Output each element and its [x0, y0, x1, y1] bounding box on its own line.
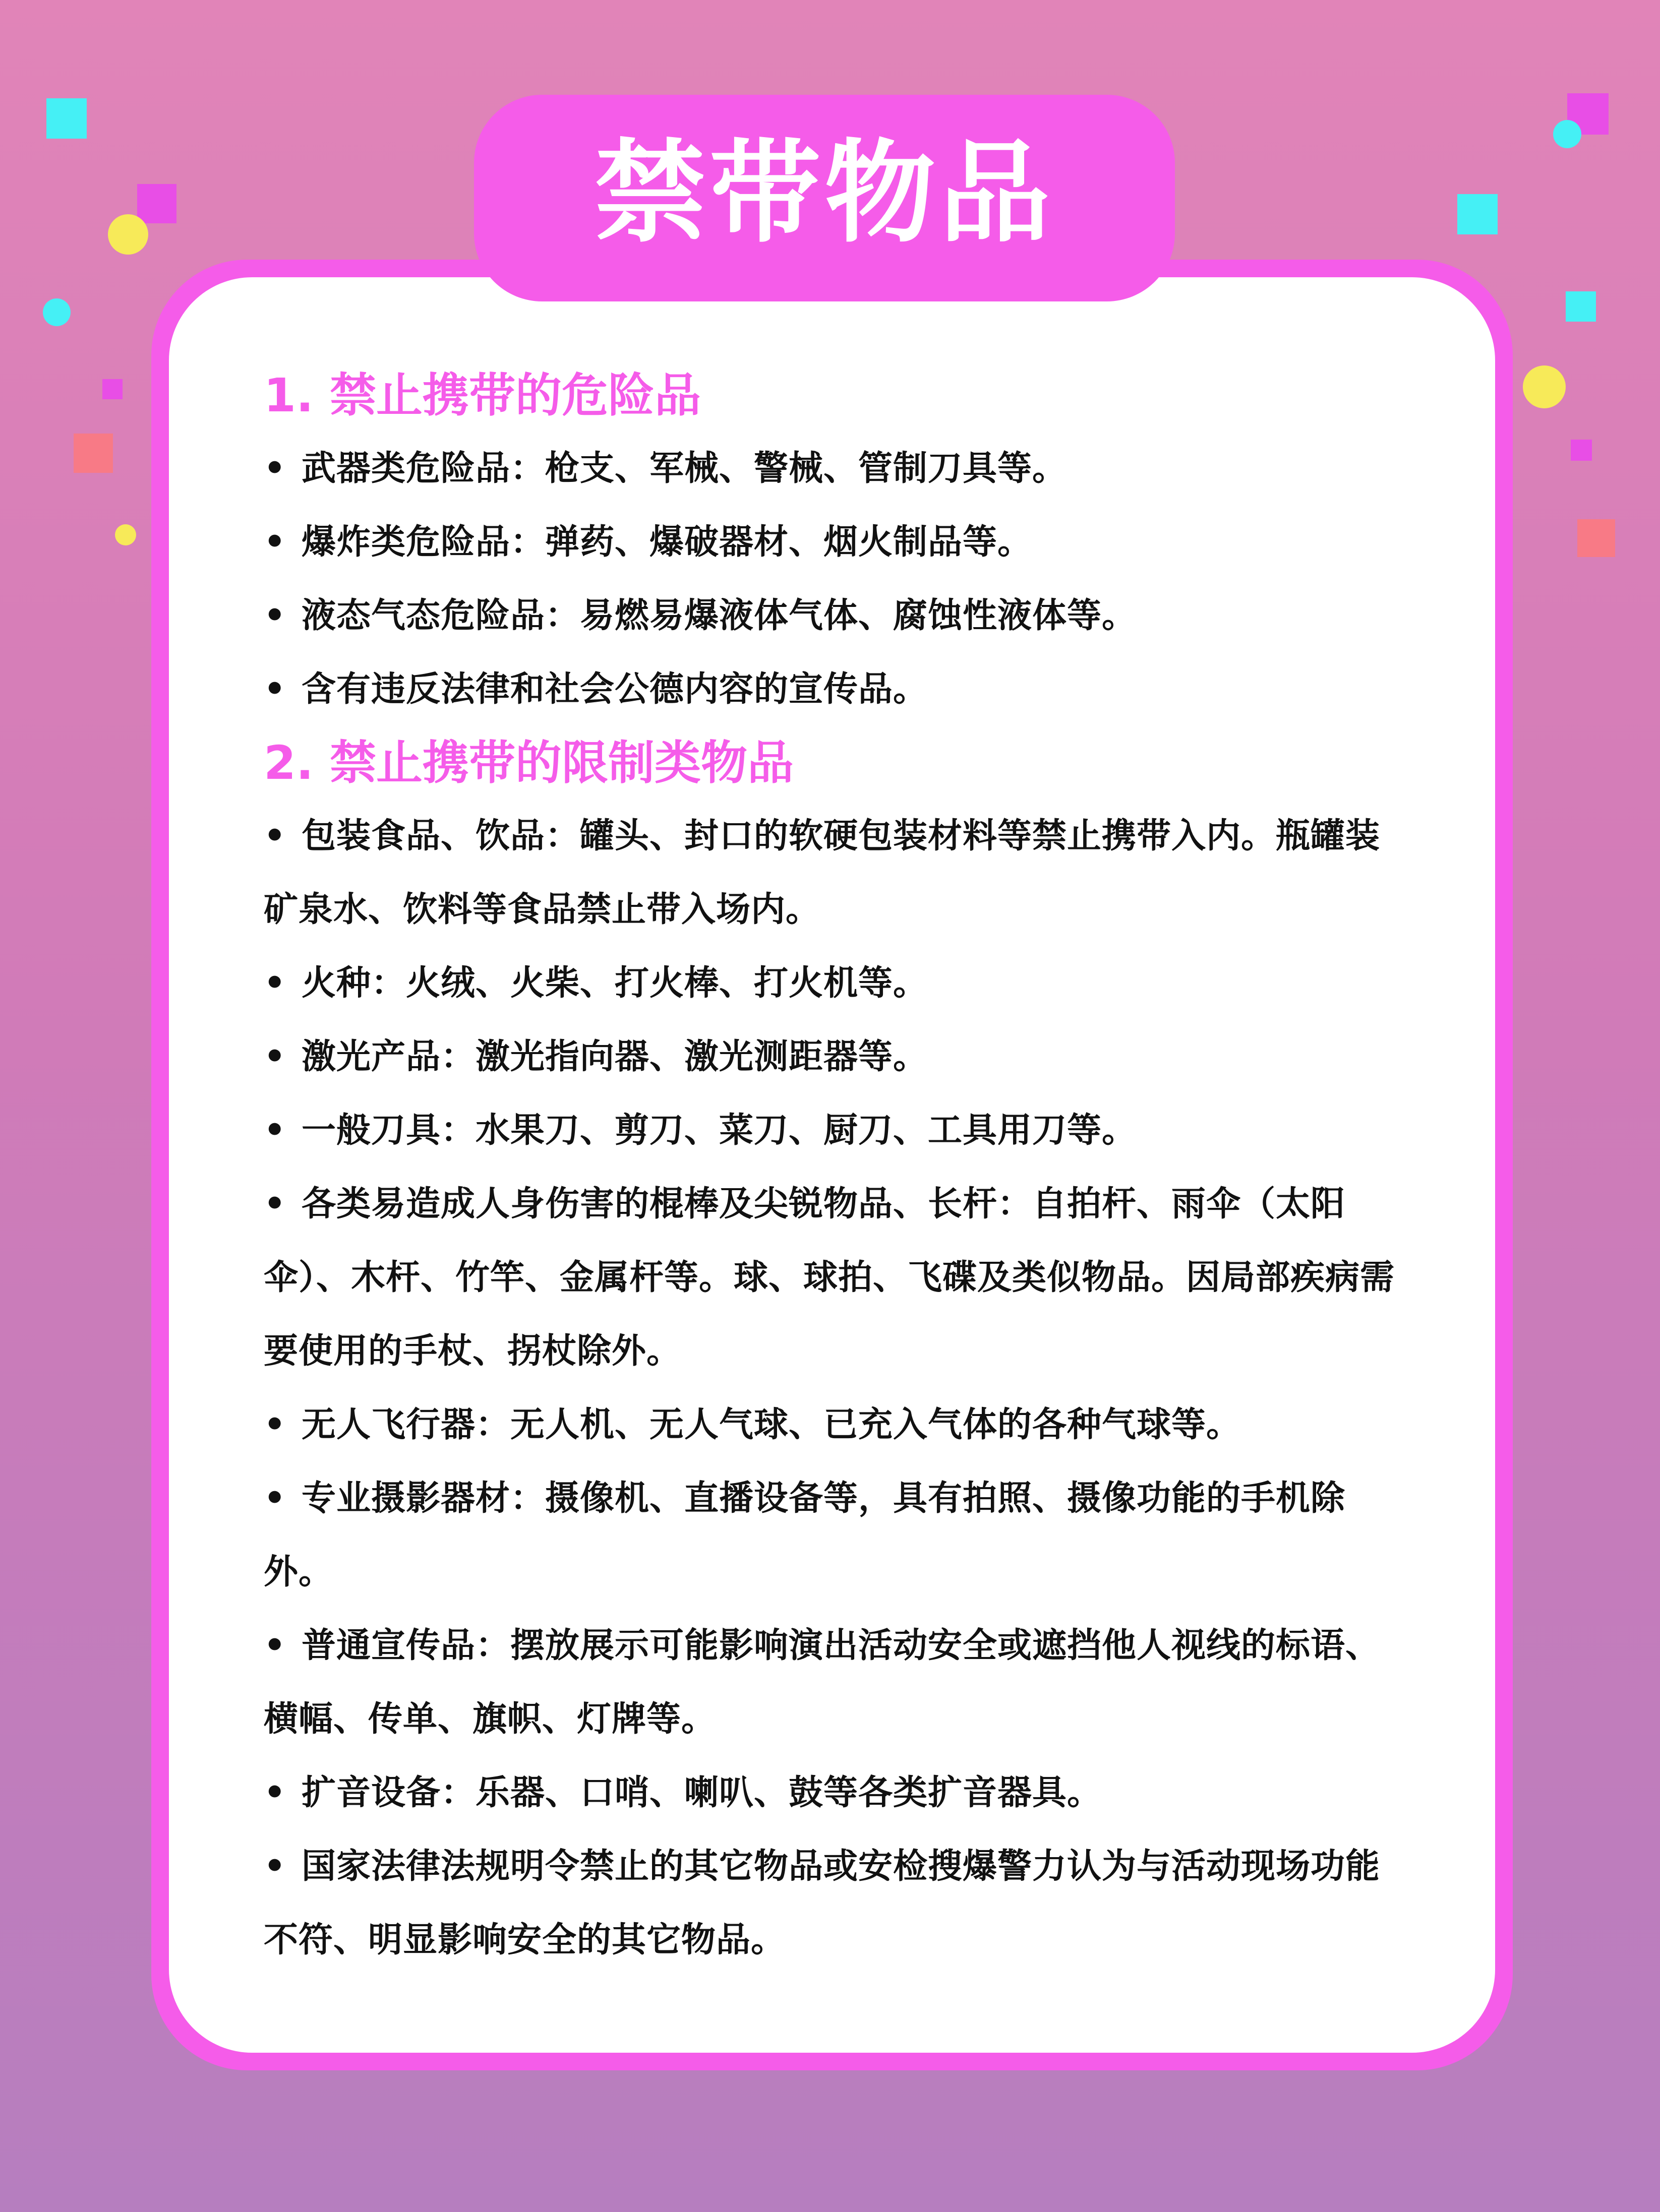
list-item — [264, 653, 1403, 726]
confetti-dot — [1553, 120, 1581, 148]
bullet-icon: • — [264, 1037, 286, 1077]
bullet-icon: • — [264, 1626, 286, 1666]
list-item — [264, 1756, 1403, 1830]
page-title: 禁带物品 — [594, 129, 1054, 258]
confetti-square — [1457, 194, 1498, 234]
bullet-icon: • — [264, 596, 286, 636]
section-heading-restricted: 2. 禁止携带的限制类物品 — [264, 736, 794, 790]
list-item — [264, 1094, 1403, 1168]
list-item — [264, 1609, 1403, 1756]
list-item-text: 武器类危险品：枪支、军械、警械、管制刀具等。 — [302, 449, 1068, 488]
list-item-text: 含有违反法律和社会公德内容的宣传品。 — [302, 669, 928, 709]
list-item — [264, 800, 1403, 947]
list-item-text: 激光产品：激光指向器、激光测距器等。 — [302, 1037, 928, 1077]
bullet-icon: • — [264, 1184, 286, 1224]
list-item-text: 各类易造成人身伤害的棍棒及尖锐物品、长杆：自拍杆、雨伞（太阳伞）、木杆、竹竿、金属杆等。球、球拍、飞碟及类似物品。因局部疾病需要使用的手杖、拐杖除外。 — [264, 1184, 1395, 1371]
bullet-icon: • — [264, 522, 286, 562]
confetti-square — [102, 379, 123, 399]
list-item-text: 扩音设备：乐器、口哨、喇叭、鼓等各类扩音器具。 — [302, 1773, 1102, 1813]
bullet-icon: • — [264, 963, 286, 1003]
list-item — [264, 1020, 1403, 1094]
confetti-dot — [115, 524, 136, 545]
list-item — [264, 432, 1403, 506]
list-item-text: 包装食品、饮品：罐头、封口的软硬包装材料等禁止携带入内。瓶罐装矿泉水、饮料等食品禁止带入场内。 — [264, 816, 1381, 930]
list-item-text: 无人飞行器：无人机、无人气球、已充入气体的各种气球等。 — [302, 1405, 1241, 1445]
confetti-square — [137, 184, 176, 223]
list-item — [264, 1168, 1403, 1388]
content-area — [264, 359, 1403, 1977]
confetti-square — [1566, 291, 1596, 322]
bullet-icon: • — [264, 1773, 286, 1813]
confetti-square — [1571, 440, 1592, 461]
list-item-text: 火种：火绒、火柴、打火棒、打火机等。 — [302, 963, 928, 1003]
list-item — [264, 1830, 1403, 1977]
list-item — [264, 947, 1403, 1020]
bullet-icon: • — [264, 449, 286, 488]
list-item-text: 一般刀具：水果刀、剪刀、菜刀、厨刀、工具用刀等。 — [302, 1111, 1137, 1150]
confetti-square — [46, 98, 87, 139]
bullet-icon: • — [264, 816, 286, 856]
list-item-text: 普通宣传品：摆放展示可能影响演出活动安全或遮挡他人视线的标语、横幅、传单、旗帜、灯牌等。 — [264, 1626, 1381, 1739]
list-item — [264, 579, 1403, 653]
list-item-text: 国家法律法规明令禁止的其它物品或安检搜爆警力认为与活动现场功能不符、明显影响安全的其它物品。 — [264, 1847, 1381, 1960]
confetti-dot — [108, 214, 148, 255]
list-item-text: 爆炸类危险品：弹药、爆破器材、烟火制品等。 — [302, 522, 1033, 562]
confetti-dot — [43, 298, 71, 326]
list-item — [264, 506, 1403, 579]
bullet-icon: • — [264, 1405, 286, 1445]
section-heading-dangerous: 1. 禁止携带的危险品 — [264, 368, 701, 422]
list-item-text: 液态气态危险品：易燃易爆液体气体、腐蚀性液体等。 — [302, 596, 1137, 636]
title-tab — [474, 95, 1175, 301]
confetti-square — [74, 434, 113, 473]
bullet-icon: • — [264, 1847, 286, 1886]
confetti-dot — [1523, 365, 1566, 408]
list-item — [264, 1388, 1403, 1462]
bullet-icon: • — [264, 1111, 286, 1150]
confetti-square — [1577, 519, 1615, 557]
list-item-text: 专业摄影器材：摄像机、直播设备等，具有拍照、摄像功能的手机除外。 — [264, 1479, 1346, 1592]
bullet-icon: • — [264, 1479, 286, 1518]
bullet-icon: • — [264, 669, 286, 709]
list-item — [264, 1462, 1403, 1609]
